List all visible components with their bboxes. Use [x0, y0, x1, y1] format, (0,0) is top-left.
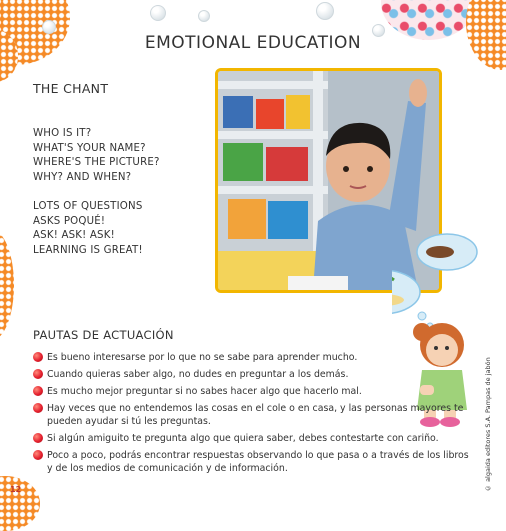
list-item-text: Poco a poco, podrás encontrar respuestas observando lo que pasa o a través de los libros y de los medios de comunicación y de información.	[47, 450, 469, 474]
bubble-decoration	[150, 5, 166, 21]
bullet-icon	[33, 433, 43, 443]
bubble-decoration	[316, 2, 334, 20]
copyright-note: © algaida editores S.A. Pampas de jabón	[484, 357, 492, 492]
chant-line: WHO IS IT?	[33, 128, 92, 139]
bullet-icon	[33, 403, 43, 413]
list-item-text: Es bueno interesarse por lo que no se sabe para aprender mucho.	[47, 352, 358, 363]
pautas-list	[33, 351, 473, 479]
chant-line: WHERE'S THE PICTURE?	[33, 157, 160, 169]
chant-line: WHAT'S YOUR NAME?	[33, 142, 146, 154]
bullet-icon	[33, 352, 43, 362]
pautas-heading: PAUTAS DE ACTUACIÓN	[33, 328, 174, 342]
list-item	[33, 368, 473, 381]
bubble-decoration	[42, 20, 56, 34]
chant-line: ASKS POQUÉ!	[33, 215, 106, 227]
chant-line: LEARNING IS GREAT!	[33, 244, 143, 256]
list-item	[33, 432, 473, 445]
list-item	[33, 351, 473, 364]
chant-text	[33, 127, 160, 258]
list-item-text: Si algún amiguito te pregunta algo que quiera saber, debes contestarte con cariño.	[47, 433, 439, 444]
list-item	[33, 449, 473, 475]
chant-heading: THE CHANT	[33, 81, 109, 96]
bullet-icon	[33, 369, 43, 379]
page-title: EMOTIONAL EDUCATION	[144, 33, 362, 53]
bubble-decoration	[198, 10, 210, 22]
polka-dot-decoration	[0, 230, 14, 340]
chant-line: LOTS OF QUESTIONS	[33, 200, 143, 212]
list-item-text: Hay veces que no entendemos las cosas en el cole o en casa, y las personas mayores te pueden ayudar si tú les preguntas.	[47, 403, 464, 427]
chant-line: ASK! ASK! ASK!	[33, 230, 115, 242]
verse-gap	[33, 185, 160, 200]
bullet-icon	[33, 386, 43, 396]
list-item-text: Cuando quieras saber algo, no dudes en preguntar a los demás.	[47, 369, 349, 380]
list-item	[33, 402, 473, 428]
list-item	[33, 385, 473, 398]
chant-line: WHY? AND WHEN?	[33, 171, 132, 183]
list-item-text: Es mucho mejor preguntar si no sabes hacer algo que hacerlo mal.	[47, 386, 362, 397]
page-number: 12	[10, 485, 22, 494]
bullet-icon	[33, 450, 43, 460]
